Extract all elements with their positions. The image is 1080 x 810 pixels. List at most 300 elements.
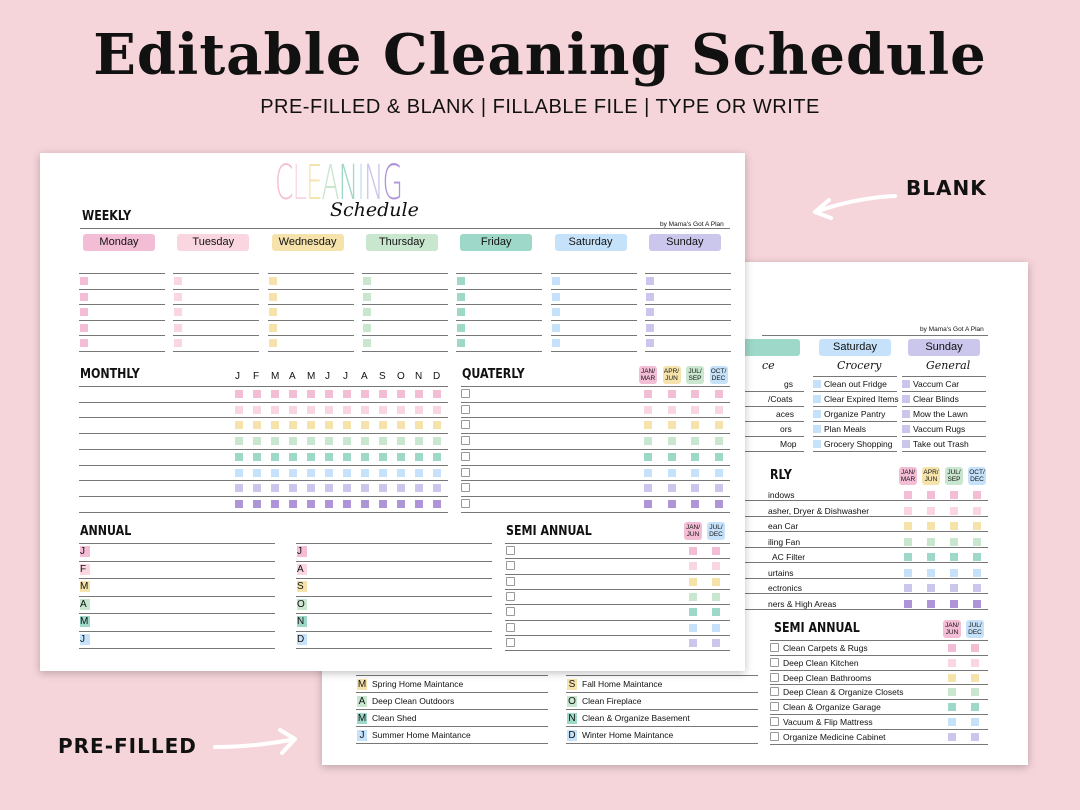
quarter-box[interactable] [715,453,723,461]
quarter-box[interactable] [927,491,935,499]
semi-box[interactable] [689,593,697,601]
month-box[interactable] [415,453,423,461]
quarter-box[interactable] [691,406,699,414]
month-box[interactable] [433,500,441,508]
month-box[interactable] [271,453,279,461]
quarter-box[interactable] [668,469,676,477]
month-box[interactable] [361,484,369,492]
month-box[interactable] [343,437,351,445]
month-box[interactable] [361,421,369,429]
month-box[interactable] [289,421,297,429]
month-box[interactable] [307,469,315,477]
task-item[interactable]: Vaccum Car [913,379,960,389]
semi-box[interactable] [971,674,979,682]
semi-box[interactable] [689,639,697,647]
task-item[interactable]: Organize Pantry [824,409,886,419]
checkbox[interactable] [506,592,515,601]
checkbox[interactable] [461,468,470,477]
month-box[interactable] [379,469,387,477]
semi-box[interactable] [712,578,720,586]
checkbox[interactable] [506,638,515,647]
month-box[interactable] [415,437,423,445]
semi-box[interactable] [712,562,720,570]
month-box[interactable] [325,406,333,414]
month-box[interactable] [253,406,261,414]
semi-box[interactable] [712,593,720,601]
task-line[interactable] [362,273,448,274]
annual-line[interactable] [296,561,492,562]
checkbox[interactable] [770,658,779,667]
quarter-box[interactable] [904,569,912,577]
month-box[interactable] [235,453,243,461]
quarter-box[interactable] [927,553,935,561]
quarter-box[interactable] [927,538,935,546]
month-box[interactable] [361,500,369,508]
quarter-box[interactable] [644,453,652,461]
annual-line[interactable] [79,561,275,562]
task-item[interactable]: aces [776,409,794,419]
task-item[interactable]: AC Filter [772,552,806,562]
month-box[interactable] [307,421,315,429]
quarter-box[interactable] [973,600,981,608]
task-line[interactable] [645,304,731,305]
monthly-line[interactable] [79,449,448,450]
task-line[interactable] [456,335,542,336]
month-box[interactable] [343,406,351,414]
checkbox[interactable] [506,607,515,616]
task-line[interactable] [551,351,637,352]
task-line[interactable] [456,273,542,274]
semi-box[interactable] [948,688,956,696]
quarter-box[interactable] [950,507,958,515]
month-box[interactable] [379,453,387,461]
month-box[interactable] [343,453,351,461]
month-box[interactable] [235,421,243,429]
quarter-box[interactable] [644,390,652,398]
checkbox[interactable] [461,483,470,492]
task-line[interactable] [362,335,448,336]
task-item[interactable]: urtains [768,567,794,578]
task-line[interactable] [362,304,448,305]
month-box[interactable] [253,421,261,429]
month-box[interactable] [235,406,243,414]
task-line[interactable] [551,304,637,305]
month-box[interactable] [397,469,405,477]
month-box[interactable] [433,421,441,429]
task-item[interactable]: iling Fan [768,536,801,547]
month-box[interactable] [379,421,387,429]
quarter-box[interactable] [668,453,676,461]
month-box[interactable] [289,469,297,477]
month-box[interactable] [325,421,333,429]
month-box[interactable] [343,390,351,398]
checkbox[interactable] [461,436,470,445]
checkbox[interactable] [461,405,470,414]
task-line[interactable] [456,289,542,290]
quarter-box[interactable] [927,584,935,592]
semi-box[interactable] [689,547,697,555]
quarter-box[interactable] [691,390,699,398]
task-line[interactable] [173,351,259,352]
task-item[interactable]: Clear Blinds [913,394,959,404]
task-item[interactable]: Spring Home Maintance [372,679,464,689]
task-item[interactable]: Clean out Fridge [824,379,887,389]
month-box[interactable] [343,469,351,477]
month-box[interactable] [433,469,441,477]
semi-box[interactable] [689,624,697,632]
quarter-box[interactable] [973,584,981,592]
task-line[interactable] [173,304,259,305]
month-box[interactable] [271,484,279,492]
quarter-box[interactable] [691,500,699,508]
quarter-box[interactable] [904,553,912,561]
month-box[interactable] [307,484,315,492]
semi-box[interactable] [971,688,979,696]
month-box[interactable] [307,390,315,398]
quarter-box[interactable] [904,584,912,592]
task-item[interactable]: Organize Medicine Cabinet [783,731,886,742]
quarter-box[interactable] [950,584,958,592]
month-box[interactable] [307,453,315,461]
month-box[interactable] [433,390,441,398]
task-item[interactable]: ners & High Areas [768,598,837,609]
month-box[interactable] [253,484,261,492]
task-line[interactable] [79,320,165,321]
annual-line[interactable] [296,578,492,579]
annual-line[interactable] [296,631,492,632]
quarter-box[interactable] [927,569,935,577]
semi-box[interactable] [948,674,956,682]
quarter-box[interactable] [973,553,981,561]
task-line[interactable] [551,273,637,274]
task-item[interactable]: Clean Fireplace [582,696,642,706]
semi-box[interactable] [948,733,956,741]
quarter-box[interactable] [691,453,699,461]
month-box[interactable] [325,500,333,508]
checkbox[interactable] [461,389,470,398]
month-box[interactable] [397,437,405,445]
month-box[interactable] [433,484,441,492]
semi-box[interactable] [689,608,697,616]
quarter-box[interactable] [950,553,958,561]
month-box[interactable] [271,406,279,414]
month-box[interactable] [397,453,405,461]
month-box[interactable] [433,453,441,461]
checkbox[interactable] [506,561,515,570]
task-line[interactable] [268,351,354,352]
quarter-box[interactable] [950,600,958,608]
semi-box[interactable] [971,703,979,711]
task-item[interactable]: Deep Clean & Organize Closets [783,687,904,698]
month-box[interactable] [433,437,441,445]
monthly-line[interactable] [79,496,448,497]
task-line[interactable] [362,289,448,290]
month-box[interactable] [415,469,423,477]
task-item[interactable]: ean Car [768,521,799,531]
task-line[interactable] [173,335,259,336]
annual-line[interactable] [79,578,275,579]
task-item[interactable]: asher, Dryer & Dishwasher [768,505,870,516]
month-box[interactable] [271,437,279,445]
checkbox[interactable] [770,717,779,726]
semi-box[interactable] [948,644,956,652]
month-box[interactable] [253,390,261,398]
task-item[interactable]: Clean Carpets & Rugs [783,643,868,653]
task-line[interactable] [456,320,542,321]
checkbox[interactable] [506,577,515,586]
month-box[interactable] [289,390,297,398]
task-line[interactable] [268,320,354,321]
month-box[interactable] [361,406,369,414]
task-item[interactable]: ectronics [768,583,803,593]
quarter-box[interactable] [904,600,912,608]
task-item[interactable]: Clean & Organize Basement [582,713,690,723]
checkbox[interactable] [461,420,470,429]
annual-line[interactable] [296,596,492,597]
task-item[interactable]: Mow the Lawn [913,409,968,419]
checkbox[interactable] [506,623,515,632]
semi-box[interactable] [712,624,720,632]
task-line[interactable] [456,304,542,305]
annual-line[interactable] [79,631,275,632]
month-box[interactable] [379,406,387,414]
quarter-box[interactable] [904,538,912,546]
annual-line[interactable] [296,613,492,614]
month-box[interactable] [253,437,261,445]
quarter-box[interactable] [904,522,912,530]
task-item[interactable]: /Coats [768,394,793,404]
task-item[interactable]: Summer Home Maintance [372,730,471,740]
semi-box[interactable] [971,659,979,667]
month-box[interactable] [289,453,297,461]
task-line[interactable] [456,351,542,352]
task-line[interactable] [645,320,731,321]
semi-box[interactable] [971,644,979,652]
month-box[interactable] [271,390,279,398]
month-box[interactable] [379,484,387,492]
month-box[interactable] [325,453,333,461]
task-line[interactable] [79,304,165,305]
task-item[interactable]: Clear Expired Items [824,394,899,404]
month-box[interactable] [415,390,423,398]
quarter-box[interactable] [644,406,652,414]
month-box[interactable] [235,469,243,477]
month-box[interactable] [397,421,405,429]
quarter-box[interactable] [715,390,723,398]
month-box[interactable] [343,500,351,508]
month-box[interactable] [253,453,261,461]
monthly-line[interactable] [79,433,448,434]
month-box[interactable] [307,406,315,414]
month-box[interactable] [235,500,243,508]
month-box[interactable] [271,500,279,508]
task-line[interactable] [173,273,259,274]
month-box[interactable] [307,437,315,445]
quarter-box[interactable] [715,484,723,492]
month-box[interactable] [325,390,333,398]
semi-box[interactable] [689,562,697,570]
month-box[interactable] [325,469,333,477]
quarter-box[interactable] [950,491,958,499]
task-line[interactable] [79,335,165,336]
task-item[interactable]: ors [780,424,792,434]
month-box[interactable] [271,421,279,429]
task-line[interactable] [268,289,354,290]
month-box[interactable] [235,437,243,445]
task-line[interactable] [268,335,354,336]
month-box[interactable] [361,437,369,445]
quarter-box[interactable] [668,406,676,414]
month-box[interactable] [379,500,387,508]
task-item[interactable]: Deep Clean Kitchen [783,657,859,668]
task-line[interactable] [268,304,354,305]
quarter-box[interactable] [644,421,652,429]
month-box[interactable] [415,421,423,429]
semi-box[interactable] [948,718,956,726]
quarter-box[interactable] [904,507,912,515]
task-item[interactable]: Vaccum Rugs [913,424,966,434]
month-box[interactable] [271,469,279,477]
quarter-box[interactable] [950,522,958,530]
task-line[interactable] [79,273,165,274]
month-box[interactable] [289,500,297,508]
month-box[interactable] [361,453,369,461]
task-line[interactable] [79,289,165,290]
quarter-box[interactable] [950,538,958,546]
monthly-line[interactable] [79,402,448,403]
checkbox[interactable] [770,687,779,696]
task-line[interactable] [645,351,731,352]
quarter-box[interactable] [973,522,981,530]
task-item[interactable]: Mop [780,439,797,449]
month-box[interactable] [343,421,351,429]
task-item[interactable]: Clean Shed [372,713,417,723]
quarter-box[interactable] [668,437,676,445]
quarter-box[interactable] [691,469,699,477]
month-box[interactable] [361,390,369,398]
annual-line[interactable] [79,613,275,614]
quarter-box[interactable] [691,484,699,492]
quarter-box[interactable] [950,569,958,577]
month-box[interactable] [253,500,261,508]
task-item[interactable]: Grocery Shopping [824,439,893,449]
monthly-line[interactable] [79,480,448,481]
quarter-box[interactable] [973,491,981,499]
month-box[interactable] [289,406,297,414]
semi-box[interactable] [971,718,979,726]
task-item[interactable]: Fall Home Maintance [582,679,663,689]
month-box[interactable] [343,484,351,492]
month-box[interactable] [433,406,441,414]
checkbox[interactable] [770,702,779,711]
monthly-line[interactable] [79,417,448,418]
semi-box[interactable] [712,547,720,555]
month-box[interactable] [415,406,423,414]
checkbox[interactable] [461,499,470,508]
task-item[interactable]: Deep Clean Outdoors [372,696,455,706]
semi-box[interactable] [948,703,956,711]
quarter-box[interactable] [715,500,723,508]
quarter-box[interactable] [691,437,699,445]
month-box[interactable] [289,437,297,445]
task-item[interactable]: Clean & Organize Garage [783,702,881,713]
quarter-box[interactable] [715,421,723,429]
annual-line[interactable] [296,543,492,544]
month-box[interactable] [235,390,243,398]
month-box[interactable] [379,390,387,398]
quarter-box[interactable] [973,538,981,546]
month-box[interactable] [379,437,387,445]
monthly-line[interactable] [79,386,448,387]
task-line[interactable] [268,273,354,274]
quarter-box[interactable] [668,421,676,429]
task-item[interactable]: indows [768,490,795,500]
annual-line[interactable] [79,596,275,597]
quarter-box[interactable] [668,484,676,492]
quarter-box[interactable] [668,500,676,508]
annual-line[interactable] [79,543,275,544]
quarter-box[interactable] [715,437,723,445]
quarter-box[interactable] [927,522,935,530]
quarter-box[interactable] [927,600,935,608]
month-box[interactable] [325,484,333,492]
quarter-box[interactable] [715,469,723,477]
month-box[interactable] [397,390,405,398]
semi-box[interactable] [948,659,956,667]
monthly-line[interactable] [79,465,448,466]
task-line[interactable] [173,320,259,321]
task-line[interactable] [79,351,165,352]
task-line[interactable] [551,335,637,336]
quarter-box[interactable] [644,469,652,477]
quarter-box[interactable] [715,406,723,414]
quarter-box[interactable] [644,437,652,445]
task-line[interactable] [551,289,637,290]
quarter-box[interactable] [973,507,981,515]
month-box[interactable] [307,500,315,508]
quarter-box[interactable] [904,491,912,499]
quarter-box[interactable] [927,507,935,515]
task-item[interactable]: Winter Home Maintance [582,730,674,740]
month-box[interactable] [253,469,261,477]
task-line[interactable] [173,289,259,290]
task-item[interactable]: Vacuum & Flip Mattress [783,717,873,727]
month-box[interactable] [325,437,333,445]
quarter-box[interactable] [973,569,981,577]
month-box[interactable] [397,500,405,508]
task-item[interactable]: Deep Clean Bathrooms [783,672,872,683]
semi-box[interactable] [689,578,697,586]
task-line[interactable] [645,289,731,290]
month-box[interactable] [289,484,297,492]
quarter-box[interactable] [644,484,652,492]
checkbox[interactable] [770,673,779,682]
task-line[interactable] [362,351,448,352]
checkbox[interactable] [461,452,470,461]
semi-box[interactable] [712,639,720,647]
task-item[interactable]: Plan Meals [824,424,867,434]
checkbox[interactable] [506,546,515,555]
month-box[interactable] [415,500,423,508]
checkbox[interactable] [770,732,779,741]
task-line[interactable] [362,320,448,321]
task-line[interactable] [645,273,731,274]
semi-box[interactable] [971,733,979,741]
task-item[interactable]: Take out Trash [913,439,969,449]
quarter-box[interactable] [691,421,699,429]
task-item[interactable]: gs [784,379,793,389]
semi-box[interactable] [712,608,720,616]
